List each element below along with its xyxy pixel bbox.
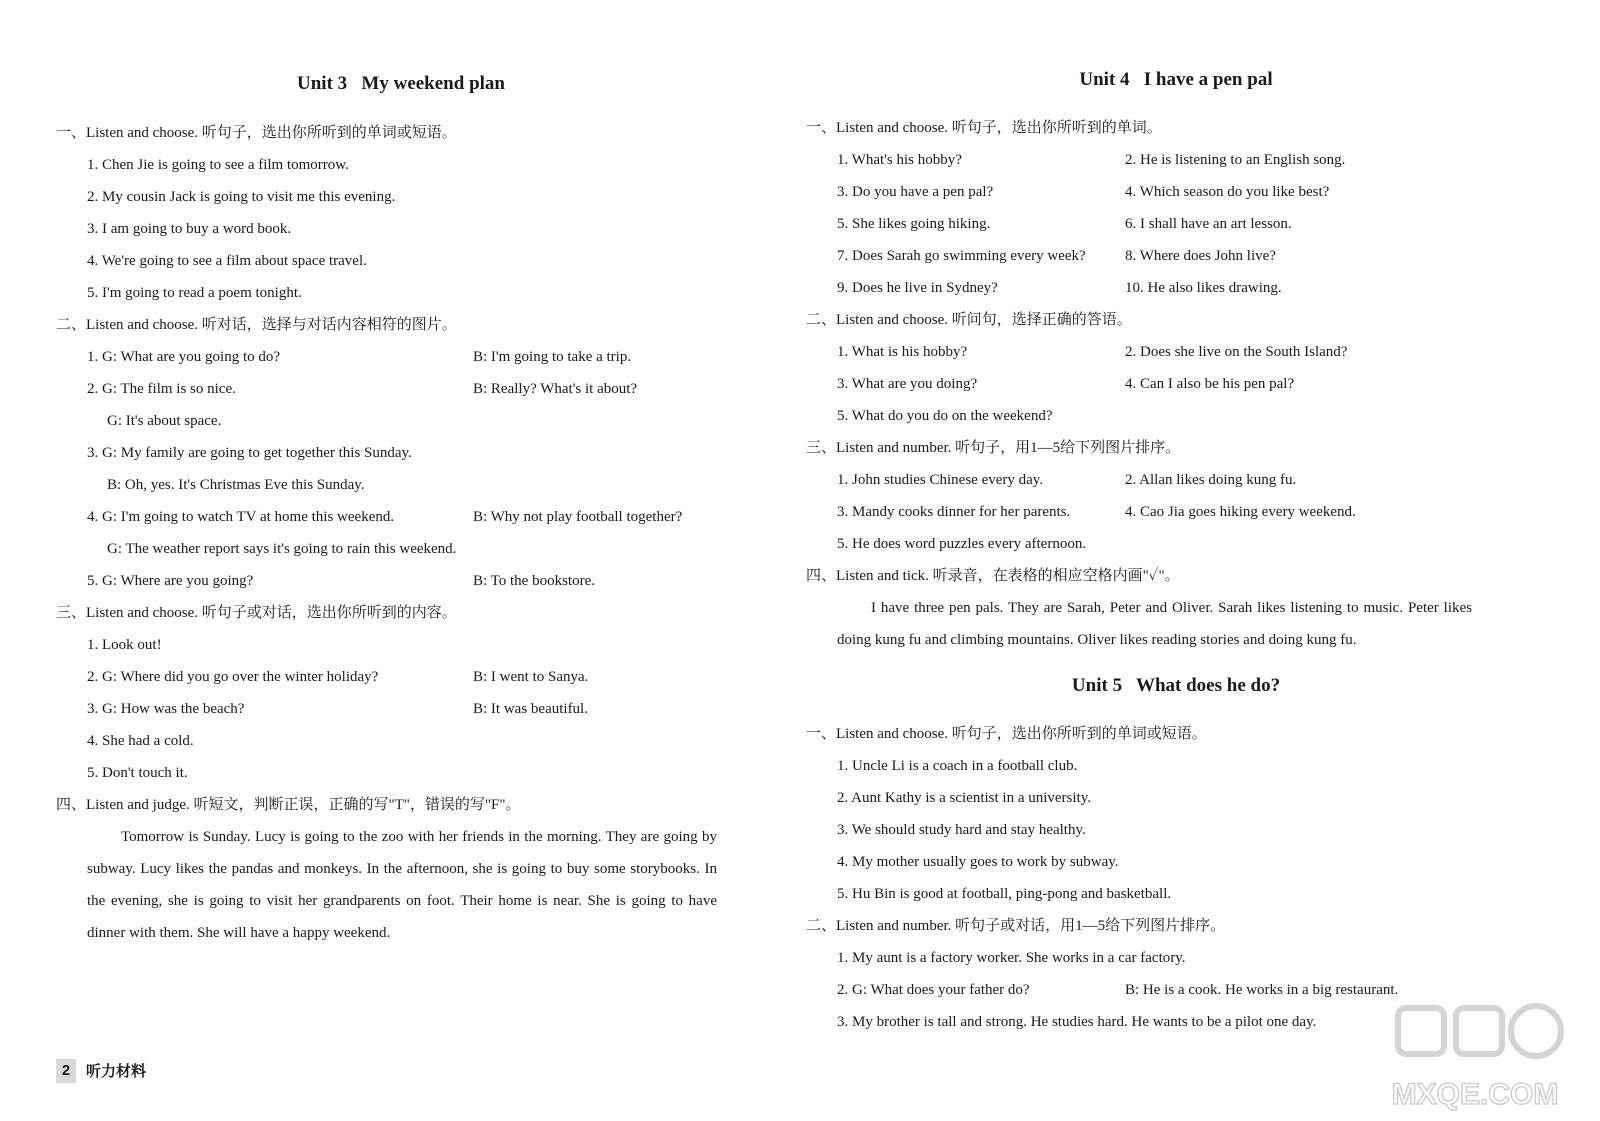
section-heading: 三、Listen and choose. 听句子或对话，选出你所听到的内容。 [56,605,457,621]
unit-4-title: Unit 4 I have a pen pal [1079,69,1273,90]
list-item: 2. G: What does your father do? B: He is a cook. He works in a big restaurant. [837,982,1399,998]
section-heading: 三、Listen and number. 听句子，用1—5给下列图片排序。 [806,440,1181,456]
section-heading: 一、Listen and choose. 听句子，选出你所听到的单词。 [806,120,1162,136]
section-heading: 一、Listen and choose. 听句子，选出你所听到的单词或短语。 [806,726,1207,742]
watermark-text: MXQE.COM [1391,1078,1559,1111]
section-heading: 二、Listen and choose. 听问句，选择正确的答语。 [806,312,1132,328]
listening-paragraph: I have three pen pals. They are Sarah, Peter and Oliver. Sarah likes listening to music. Peter likes doing kung fu and climbing mountains. Oliver likes reading stories and doing kung fu. [837,600,1472,648]
section-heading: 一、Listen and choose. 听句子，选出你所听到的单词或短语。 [56,125,457,141]
list-item: 1. What is his hobby? 2. Does she live on the South Island? [837,344,1348,360]
list-item: 3. We should study hard and stay healthy. [837,822,1086,838]
list-item: 9. Does he live in Sydney? 10. He also likes drawing. [837,280,1282,296]
section-heading: 二、Listen and choose. 听对话，选择与对话内容相符的图片。 [56,317,457,333]
list-item: 4. My mother usually goes to work by subway. [837,854,1119,870]
list-item: 1. My aunt is a factory worker. She works in a car factory. [837,950,1186,966]
list-item: B: Oh, yes. It's Christmas Eve this Sunday. [107,477,365,493]
list-item: 5. He does word puzzles every afternoon. [837,536,1087,552]
footer-label: 听力材料 [86,1062,147,1080]
list-item: 1. What's his hobby? 2. He is listening to an English song. [837,152,1346,168]
section-heading: 二、Listen and number. 听句子或对话，用1—5给下列图片排序。 [806,918,1226,934]
list-item: 5. Don't touch it. [87,765,188,781]
list-item: 7. Does Sarah go swimming every week? 8. Where does John live? [837,248,1276,264]
left-column [56,0,746,949]
watermark-logo-icon [1380,1000,1570,1112]
watermark-logo [1380,1000,1570,1112]
list-item: 3. G: My family are going to get together this Sunday. [87,445,412,461]
list-item: 1. John studies Chinese every day. 2. Allan likes doing kung fu. [837,472,1297,488]
list-item: 3. My brother is tall and strong. He studies hard. He wants to be a pilot one day. [837,1014,1317,1030]
list-item: 2. G: Where did you go over the winter holiday? B: I went to Sanya. [87,669,589,685]
list-item: 2. Aunt Kathy is a scientist in a university. [837,790,1091,806]
list-item: G: It's about space. [107,413,222,429]
list-item: 4. We're going to see a film about space travel. [87,253,367,269]
page-footer [56,1059,146,1085]
unit-5-title: Unit 5 What does he do? [1071,675,1281,696]
right-column [806,0,1546,1038]
list-item: 5. She likes going hiking. 6. I shall have an art lesson. [837,216,1292,232]
list-item: 1. Uncle Li is a coach in a football club. [837,758,1078,774]
list-item: 3. Do you have a pen pal? 4. Which season do you like best? [837,184,1330,200]
section-heading: 四、Listen and judge. 听短文，判断正误，正确的写"T"，错误的写"F"。 [56,797,521,813]
list-item: 5. What do you do on the weekend? [837,408,1053,424]
list-item: 4. G: I'm going to watch TV at home this weekend. B: Why not play football together? [87,509,683,525]
unit-3-title: Unit 3 My weekend plan [297,73,505,94]
list-item: 5. I'm going to read a poem tonight. [87,285,302,301]
list-item: 2. My cousin Jack is going to visit me this evening. [87,189,396,205]
list-item: 3. Mandy cooks dinner for her parents. 4. Cao Jia goes hiking every weekend. [837,504,1356,520]
list-item: 1. G: What are you going to do? B: I'm going to take a trip. [87,349,632,365]
list-item: G: The weather report says it's going to rain this weekend. [107,541,457,557]
list-item: 5. G: Where are you going? B: To the bookstore. [87,573,595,589]
list-item: 3. I am going to buy a word book. [87,221,292,237]
list-item: 3. What are you doing? 4. Can I also be his pen pal? [837,376,1295,392]
list-item: 1. Chen Jie is going to see a film tomorrow. [87,157,349,173]
list-item: 5. Hu Bin is good at football, ping-pong and basketball. [837,886,1172,902]
list-item: 4. She had a cold. [87,733,194,749]
section-heading: 四、Listen and tick. 听录音，在表格的相应空格内画"✓"。 [806,568,1180,584]
list-item: 3. G: How was the beach? B: It was beautiful. [87,701,588,717]
list-item: 1. Look out! [87,637,162,653]
page-number: 2 [56,1059,76,1083]
list-item: 2. G: The film is so nice. B: Really? What's it about? [87,381,638,397]
listening-paragraph: Tomorrow is Sunday. Lucy is going to the zoo with her friends in the morning. They are going by subway. Lucy likes the pandas and monkeys. In the afternoon, she is going to buy some storybooks. In the evening, she is going to visit her grandparents on foot. Their home is near. She is going to have dinner with them. She will have a happy weekend. [87,829,717,941]
